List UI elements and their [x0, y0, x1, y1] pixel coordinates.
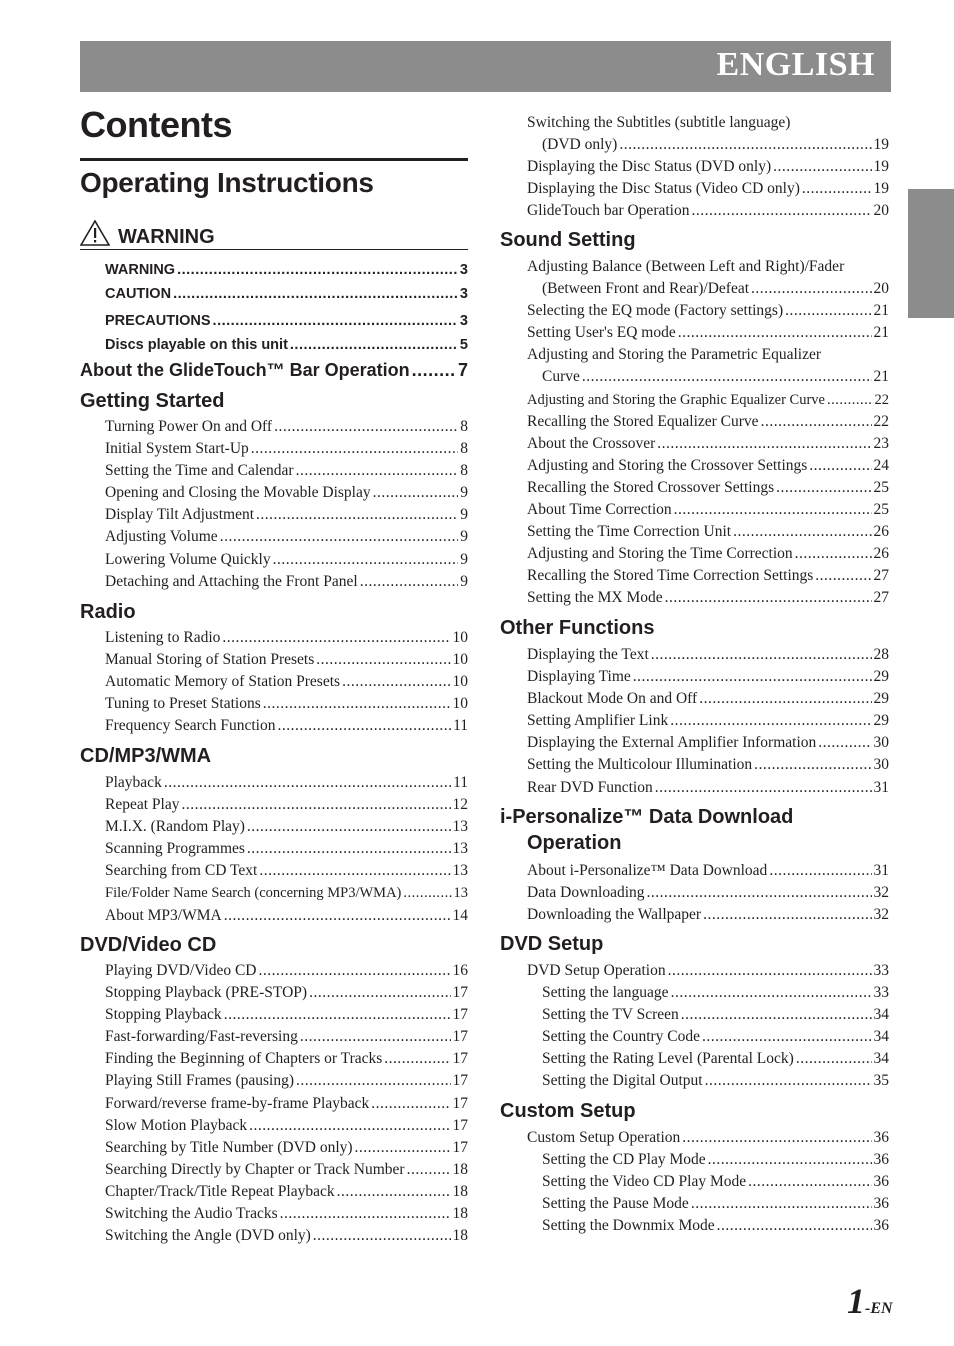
- toc-entry[interactable]: M.I.X. (Random Play) ..... 13: [105, 818, 468, 836]
- toc-entry[interactable]: Displaying the Text ..... 28: [527, 646, 889, 664]
- toc-entry[interactable]: Setting the Rating Level (Parental Lock) ..... 34: [527, 1050, 889, 1068]
- toc-entry[interactable]: Lowering Volume Quickly ..... 9: [105, 551, 468, 569]
- toc-entry[interactable]: Discs playable on this unit ..... 5: [105, 336, 468, 354]
- section-heading-cd: CD/MP3/WMA: [80, 745, 212, 767]
- page-title: Contents: [80, 104, 232, 145]
- toc-entry[interactable]: (DVD only) ..... 19: [527, 136, 889, 154]
- toc-entry[interactable]: Chapter/Track/Title Repeat Playback ..... 18: [105, 1183, 468, 1201]
- dvd-setup-list: [527, 962, 889, 1090]
- language-banner: [80, 41, 891, 92]
- toc-entry[interactable]: Recalling the Stored Crossover Settings ..... 25: [527, 479, 889, 497]
- section-heading-operating-instructions: Operating Instructions: [80, 167, 374, 198]
- toc-entry[interactable]: About MP3/WMA ..... 14: [105, 907, 468, 925]
- toc-entry[interactable]: Downloading the Wallpaper ..... 32: [527, 906, 889, 924]
- toc-entry[interactable]: (Between Front and Rear)/Defeat ..... 20: [527, 280, 889, 298]
- toc-entry[interactable]: Manual Storing of Station Presets ..... 10: [105, 651, 468, 669]
- section-heading-dvd-setup: DVD Setup: [500, 933, 604, 955]
- toc-entry[interactable]: Frequency Search Function ..... 11: [105, 717, 468, 735]
- toc-entry[interactable]: Listening to Radio ..... 10: [105, 629, 468, 647]
- toc-entry[interactable]: Opening and Closing the Movable Display ..... 9: [105, 484, 468, 502]
- page-number-suffix: -EN: [865, 1300, 893, 1317]
- warning-triangle-icon: [80, 220, 110, 252]
- toc-entry[interactable]: Detaching and Attaching the Front Panel ..... 9: [105, 573, 468, 591]
- cd-list: [105, 774, 468, 925]
- toc-entry[interactable]: CAUTION ..... 3: [105, 285, 468, 303]
- toc-entry[interactable]: Adjusting and Storing the Crossover Settings ..... 24: [527, 457, 889, 475]
- toc-entry[interactable]: Searching by Title Number (DVD only) ..... 17: [105, 1139, 468, 1157]
- toc-entry[interactable]: Display Tilt Adjustment ..... 9: [105, 506, 468, 524]
- toc-entry[interactable]: Searching from CD Text ..... 13: [105, 862, 468, 880]
- warning-heading: [80, 220, 468, 252]
- toc-entry[interactable]: GlideTouch bar Operation ..... 20: [527, 202, 889, 220]
- toc-entry[interactable]: Setting the language ..... 33: [527, 984, 889, 1002]
- glidetouch-entry[interactable]: About the GlideTouch™ Bar Operation ..... 7: [80, 361, 468, 379]
- warning-rule: [80, 249, 468, 250]
- toc-entry[interactable]: Finding the Beginning of Chapters or Tracks ..... 17: [105, 1050, 468, 1068]
- toc-entry[interactable]: DVD Setup Operation ..... 33: [527, 962, 889, 980]
- custom-setup-list: [527, 1129, 889, 1235]
- toc-entry[interactable]: File/Folder Name Search (concerning MP3/WMA) ..... 13: [105, 884, 468, 902]
- toc-entry[interactable]: Repeat Play ..... 12: [105, 796, 468, 814]
- toc-entry[interactable]: Setting the Pause Mode ..... 36: [527, 1195, 889, 1213]
- toc-entry[interactable]: Displaying Time ..... 29: [527, 668, 889, 686]
- toc-entry[interactable]: Playing DVD/Video CD ..... 16: [105, 962, 468, 980]
- toc-entry[interactable]: Forward/reverse frame-by-frame Playback ..... 17: [105, 1095, 468, 1113]
- toc-entry[interactable]: Custom Setup Operation ..... 36: [527, 1129, 889, 1147]
- sound-setting-list: [527, 258, 889, 607]
- toc-entry[interactable]: PRECAUTIONS ..... 3: [105, 312, 468, 330]
- warning-heading-label: WARNING: [118, 226, 215, 248]
- toc-entry[interactable]: Adjusting and Storing the Time Correction ..... 26: [527, 545, 889, 563]
- toc-entry[interactable]: Curve ..... 21: [527, 368, 889, 386]
- toc-entry[interactable]: Blackout Mode On and Off ..... 29: [527, 690, 889, 708]
- toc-entry[interactable]: Setting the Video CD Play Mode ..... 36: [527, 1173, 889, 1191]
- toc-entry[interactable]: Selecting the EQ mode (Factory settings) ..... 21: [527, 302, 889, 320]
- section-heading-getting-started: Getting Started: [80, 390, 225, 412]
- toc-entry[interactable]: Adjusting and Storing the Graphic Equalizer Curve ..... 22: [527, 391, 889, 409]
- toc-entry[interactable]: Stopping Playback ..... 17: [105, 1006, 468, 1024]
- section-heading-dvd: DVD/Video CD: [80, 934, 217, 956]
- section-heading-ipersonalize: i-Personalize™ Data Download: [500, 806, 794, 828]
- toc-entry[interactable]: Scanning Programmes ..... 13: [105, 840, 468, 858]
- toc-entry[interactable]: Setting the Digital Output ..... 35: [527, 1072, 889, 1090]
- toc-entry[interactable]: Automatic Memory of Station Presets ..... 10: [105, 673, 468, 691]
- toc-entry[interactable]: About the Crossover ..... 23: [527, 435, 889, 453]
- getting-started-list: [105, 418, 468, 591]
- radio-list: [105, 629, 468, 735]
- toc-entry[interactable]: Setting User's EQ mode ..... 21: [527, 324, 889, 342]
- toc-entry[interactable]: Setting Amplifier Link ..... 29: [527, 712, 889, 730]
- toc-entry[interactable]: Fast-forwarding/Fast-reversing ..... 17: [105, 1028, 468, 1046]
- page-number-value: 1: [847, 1281, 865, 1321]
- title-rule: [80, 158, 468, 161]
- toc-entry[interactable]: Tuning to Preset Stations ..... 10: [105, 695, 468, 713]
- ipersonalize-list: [527, 862, 889, 924]
- toc-entry[interactable]: Playback ..... 11: [105, 774, 468, 792]
- section-heading-custom-setup: Custom Setup: [500, 1100, 636, 1122]
- toc-entry-line[interactable]: Adjusting Balance (Between Left and Right)/Fader: [527, 258, 845, 275]
- toc-entry[interactable]: Data Downloading ..... 32: [527, 884, 889, 902]
- toc-entry[interactable]: Setting the Time Correction Unit ..... 26: [527, 523, 889, 541]
- dvd-continued-list: [527, 114, 889, 220]
- toc-entry[interactable]: Recalling the Stored Time Correction Settings ..... 27: [527, 567, 889, 585]
- toc-entry[interactable]: Displaying the External Amplifier Information ..... 30: [527, 734, 889, 752]
- toc-entry[interactable]: Setting the Country Code ..... 34: [527, 1028, 889, 1046]
- toc-entry[interactable]: Stopping Playback (PRE-STOP) ..... 17: [105, 984, 468, 1002]
- toc-entry[interactable]: Recalling the Stored Equalizer Curve ..... 22: [527, 413, 889, 431]
- toc-entry[interactable]: Setting the Downmix Mode ..... 36: [527, 1217, 889, 1235]
- toc-entry[interactable]: Turning Power On and Off ..... 8: [105, 418, 468, 436]
- toc-entry[interactable]: Setting the CD Play Mode ..... 36: [527, 1151, 889, 1169]
- toc-entry[interactable]: Searching Directly by Chapter or Track Number ..... 18: [105, 1161, 468, 1179]
- section-heading-other-functions: Other Functions: [500, 617, 655, 639]
- dvd-list: [105, 962, 468, 1245]
- section-heading-ipersonalize-line2: Operation: [527, 832, 622, 854]
- page-number: [847, 1280, 893, 1322]
- toc-entry[interactable]: Setting the MX Mode ..... 27: [527, 589, 889, 607]
- warning-list: [105, 261, 468, 354]
- toc-entry[interactable]: About i-Personalize™ Data Download ..... 31: [527, 862, 889, 880]
- toc-entry[interactable]: Initial System Start-Up ..... 8: [105, 440, 468, 458]
- toc-entry[interactable]: About Time Correction ..... 25: [527, 501, 889, 519]
- toc-entry[interactable]: Displaying the Disc Status (DVD only) ..... 19: [527, 158, 889, 176]
- toc-entry[interactable]: Rear DVD Function ..... 31: [527, 779, 889, 797]
- toc-entry[interactable]: Adjusting Volume ..... 9: [105, 528, 468, 546]
- section-heading-sound-setting: Sound Setting: [500, 229, 636, 251]
- toc-entry[interactable]: Switching the Angle (DVD only) ..... 18: [105, 1227, 468, 1245]
- toc-entry[interactable]: Setting the Multicolour Illumination ..... 30: [527, 756, 889, 774]
- toc-entry-line[interactable]: Switching the Subtitles (subtitle language): [527, 114, 791, 131]
- toc-entry[interactable]: Setting the Time and Calendar ..... 8: [105, 462, 468, 480]
- side-tab-marker: [908, 189, 954, 318]
- toc-entry-line[interactable]: Adjusting and Storing the Parametric Equalizer: [527, 346, 821, 364]
- other-functions-list: [527, 646, 889, 797]
- toc-entry[interactable]: Displaying the Disc Status (Video CD only) ..... 19: [527, 180, 889, 198]
- section-heading-radio: Radio: [80, 601, 136, 623]
- toc-entry[interactable]: Slow Motion Playback ..... 17: [105, 1117, 468, 1135]
- toc-entry[interactable]: WARNING ..... 3: [105, 261, 468, 279]
- toc-entry[interactable]: Playing Still Frames (pausing) ..... 17: [105, 1072, 468, 1090]
- toc-entry[interactable]: Switching the Audio Tracks ..... 18: [105, 1205, 468, 1223]
- language-label: ENGLISH: [716, 46, 875, 83]
- toc-entry[interactable]: Setting the TV Screen ..... 34: [527, 1006, 889, 1024]
